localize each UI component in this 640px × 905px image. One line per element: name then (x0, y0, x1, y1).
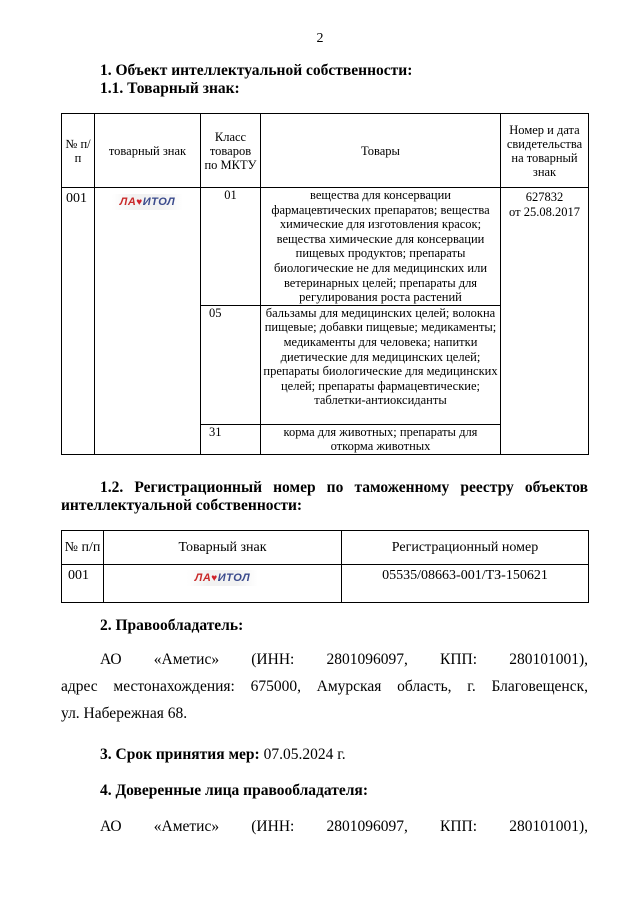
class-cell: 31 (201, 424, 261, 454)
trademark-logo: ЛА♥ИТОЛ (97, 188, 198, 210)
certificate-date: от 25.08.2017 (509, 204, 580, 219)
section-3-title: 3. Срок принятия мер: (100, 746, 260, 763)
section-1-2-title-line1: 1.2. Регистрационный номер по таможенному реестру объектов (100, 479, 588, 496)
rightholder-line2: адрес местонахождения: 675000, Амурская область, г. Благовещенск, (61, 678, 588, 695)
rightholder-line3: ул. Набережная 68. (61, 705, 188, 722)
class-cell: 01 (201, 188, 261, 306)
trademark-table (61, 113, 589, 455)
class-cell: 05 (201, 305, 261, 424)
section-2-title: 2. Правообладатель: (100, 617, 244, 634)
section-3-value: 07.05.2024 г. (259, 746, 346, 763)
section-1-title: 1. Объект интеллектуальной собственности: (100, 62, 413, 79)
header-certificate: Номер и дата свидетельства на товарный знак (501, 114, 589, 188)
header-reg-number: Регистрационный номер (342, 531, 589, 565)
header-mark: товарный знак (95, 114, 201, 188)
row-num: 001 (62, 188, 95, 455)
heart-icon: ♥ (136, 197, 143, 208)
registration-number: 05535/08663-001/ТЗ-150621 (342, 565, 589, 603)
goods-cell: вещества для консервации фармацевтических препаратов; вещества химические для изготовления красок; вещества химические для консервации пищевых продуктов; препараты биологические не для медицинских или ветеринарных целей; препараты для регулирования роста растений (261, 188, 501, 306)
table-row (62, 565, 589, 603)
heart-icon: ♥ (211, 573, 218, 584)
trademark-table-header (62, 114, 589, 188)
rightholder-line1: АО «Аметис» (ИНН: 2801096097, КПП: 280101001), (100, 651, 588, 668)
goods-cell: бальзамы для медицинских целей; волокна пищевые; добавки пищевые; медикаменты; медикаменты для человека; напитки диетические для медицинских целей; препараты биологические для медицинских целей; препараты фармацевтические; таблетки-антиоксиданты (261, 305, 501, 424)
trademark-logo-cell (95, 188, 201, 455)
header-num: № п/п (62, 531, 104, 565)
trademark-logo-cell (104, 565, 342, 603)
certificate-cell (501, 188, 589, 455)
section-1-1-title: 1.1. Товарный знак: (100, 80, 240, 97)
trademark-logo: ЛА♥ИТОЛ (106, 568, 339, 586)
goods-cell: корма для животных; препараты для откорма животных (261, 424, 501, 454)
section-1-2-title-line2: интеллектуальной собственности: (61, 497, 303, 514)
certificate-number: 627832 (525, 190, 564, 204)
section-4-title: 4. Доверенные лица правообладателя: (100, 782, 368, 799)
header-goods: Товары (261, 114, 501, 188)
registry-table (61, 530, 589, 603)
header-class: Класс товаров по МКТУ (201, 114, 261, 188)
row-num: 001 (62, 565, 104, 603)
page-number: 2 (316, 31, 324, 46)
trusted-line1: АО «Аметис» (ИНН: 2801096097, КПП: 280101001), (100, 818, 588, 835)
header-num: № п/п (62, 114, 95, 188)
table-row (62, 188, 589, 306)
header-mark: Товарный знак (104, 531, 342, 565)
section-3 (100, 742, 346, 768)
registry-table-header (62, 531, 589, 565)
